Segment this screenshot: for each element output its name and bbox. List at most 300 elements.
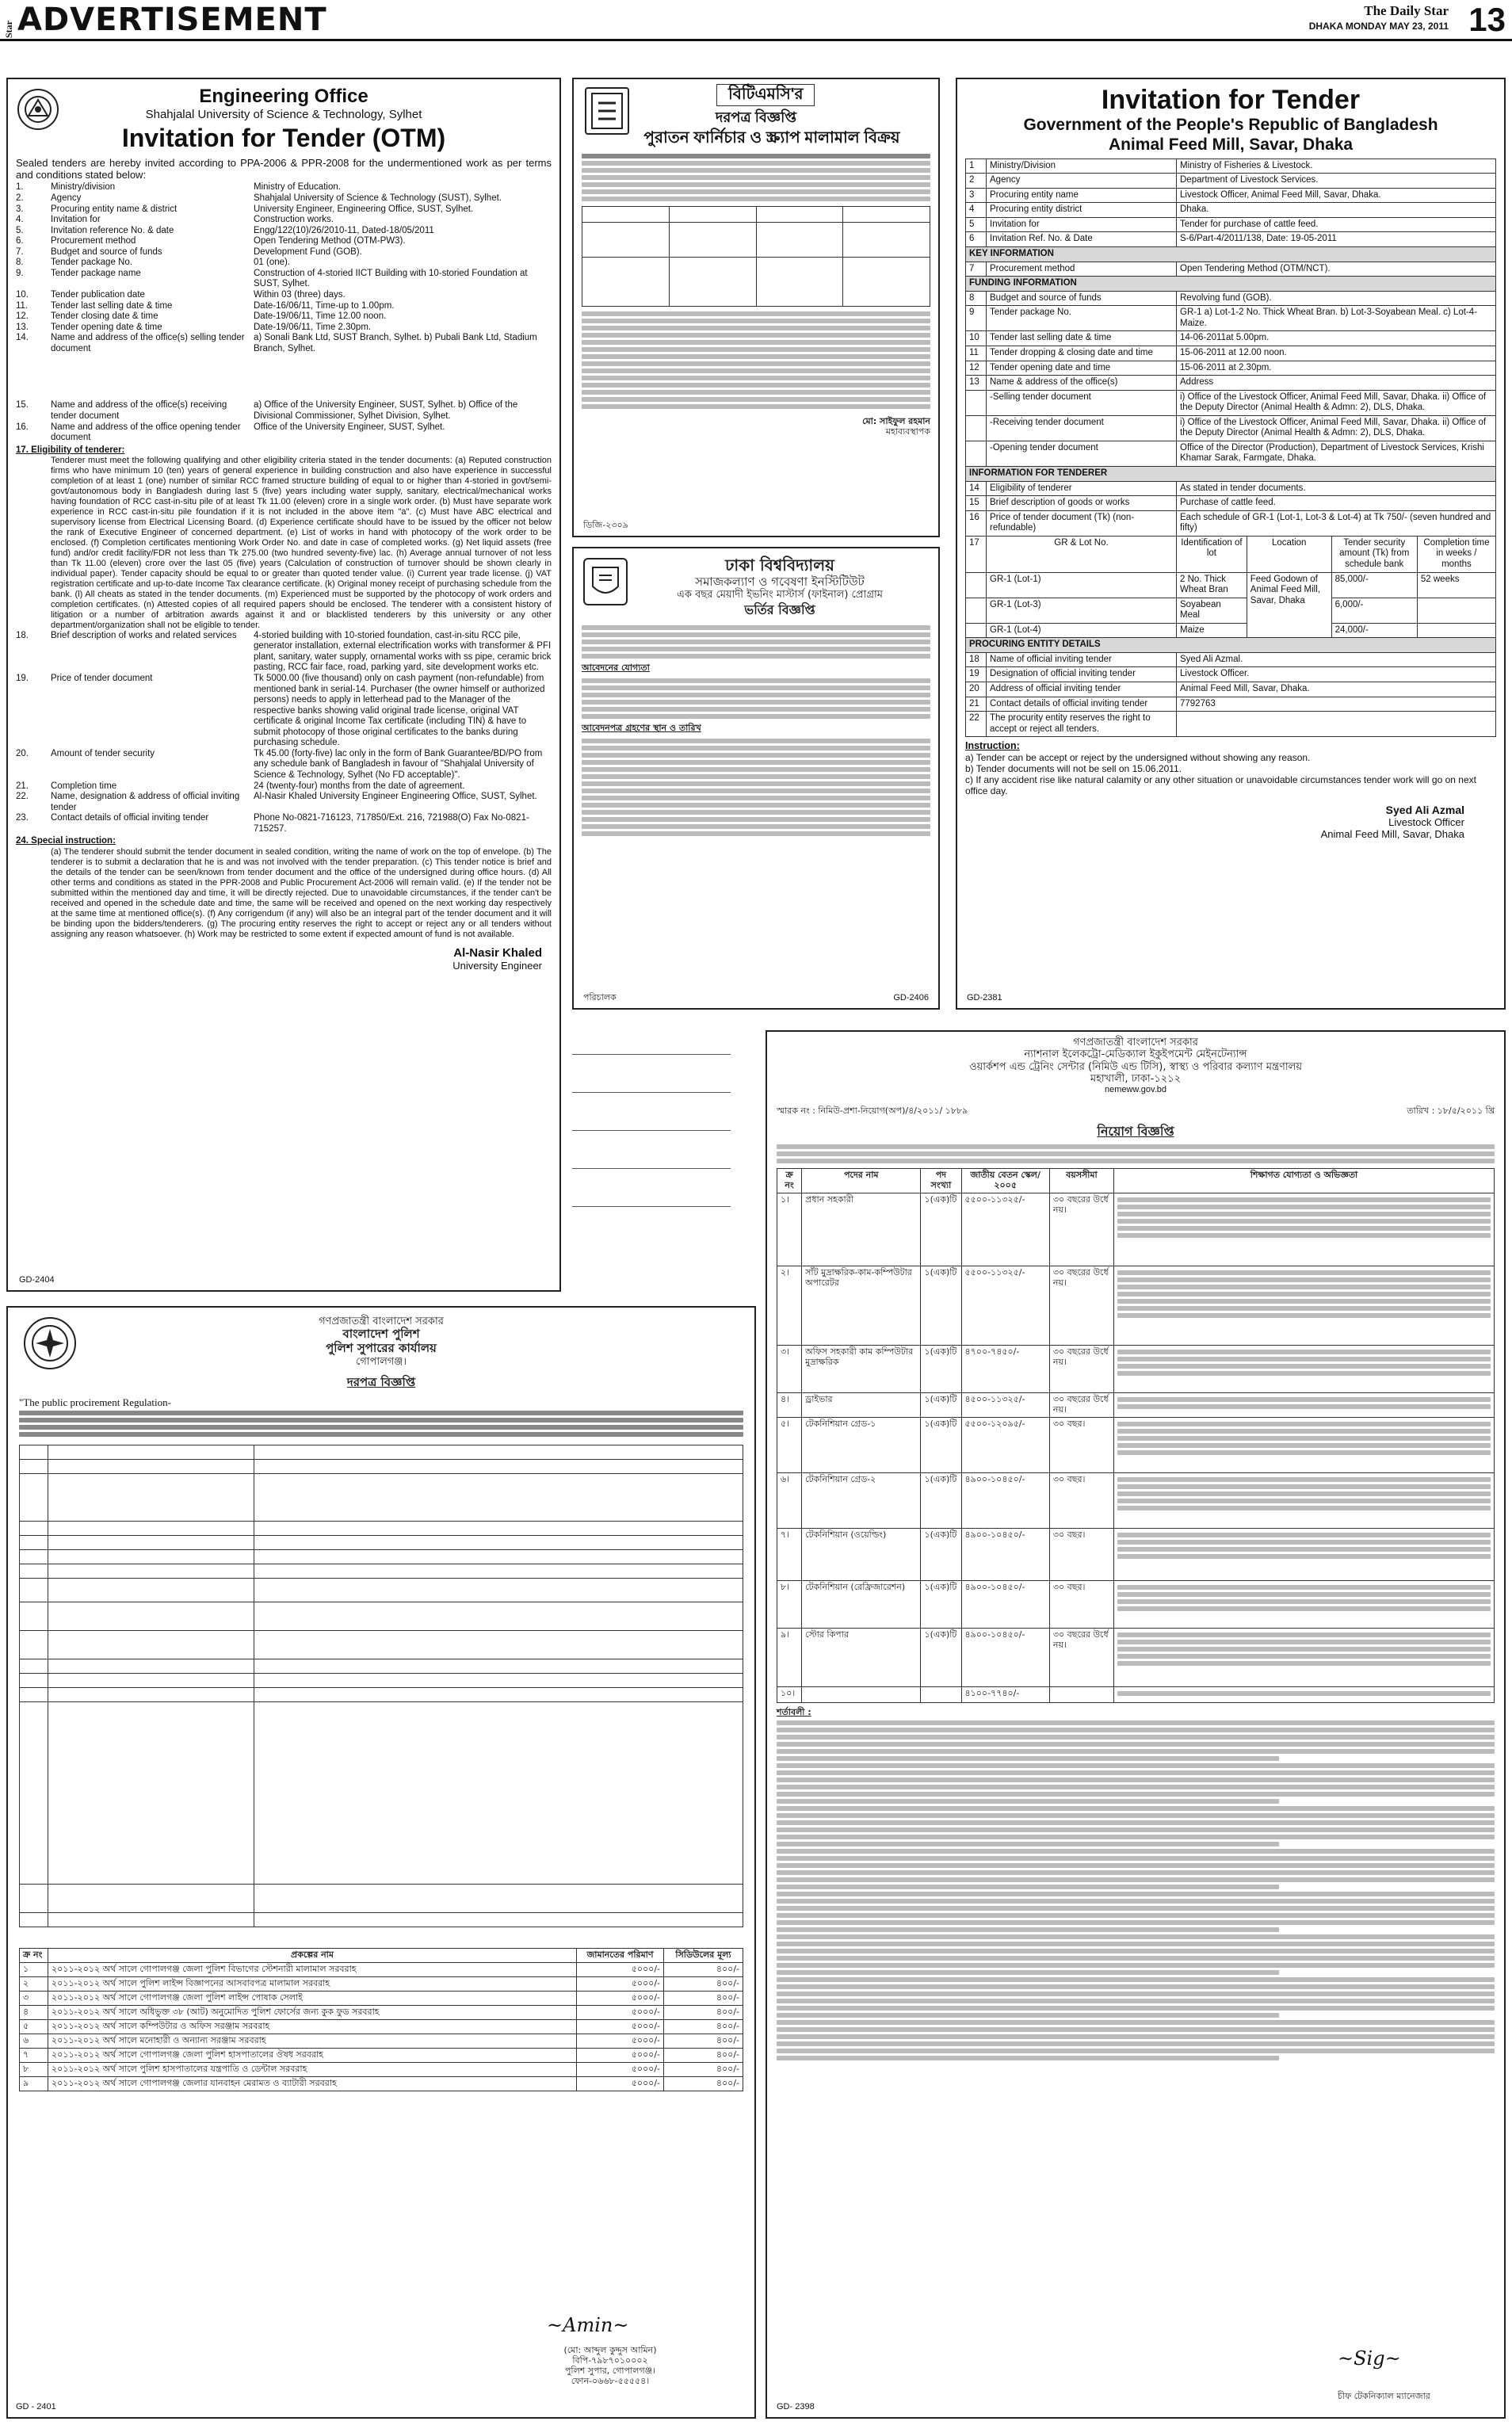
section-row (966, 467, 1496, 482)
cell-label: Invitation for (987, 217, 1177, 232)
post-cell: ২। (777, 1266, 802, 1346)
instruction-item: a) Tender can be accept or reject by the undersigned without showing any reason. (965, 752, 1311, 764)
row-label: Amount of tender security (51, 748, 155, 758)
project-price: ৪০০/- (664, 1991, 743, 2005)
post-cell: ১(এক)টি (921, 1393, 961, 1418)
lot-header: Tender security amount (Tk) from schedule bank (1331, 536, 1417, 572)
detail-row (16, 193, 552, 204)
table-row (966, 376, 1496, 391)
post-cell: টেকনিশিয়ান গ্রেড-১ (802, 1418, 921, 1473)
detail-row (16, 674, 552, 749)
row-label: Name and address of the office opening tender document (51, 422, 241, 443)
row-number: 14. (16, 333, 29, 343)
feed-mill-tender-ad (956, 78, 1506, 1010)
post-cell: টেকনিশিয়ান (রেফ্রিজারেশন) (802, 1581, 921, 1629)
table-row (966, 291, 1496, 306)
detail-row (16, 400, 552, 422)
post-row (777, 1687, 1495, 1703)
posts-col-header: ক্র নং (777, 1169, 802, 1193)
detail-row (16, 301, 552, 312)
rec-date: তারিখ : ১৮/৫/২০১১ খ্রি (1407, 1106, 1495, 1117)
col-security: জামানতের পরিমাণ (577, 1949, 664, 1963)
du-eligibility-heading: আবেদনের যোগ্যতা (582, 663, 650, 674)
cell-value: Open Tendering Method (OTM/NCT). (1177, 262, 1496, 277)
cell-value: Department of Livestock Services. (1177, 174, 1496, 189)
project-price: ৪০০/- (664, 2048, 743, 2062)
cell-label: Invitation Ref. No. & Date (987, 232, 1177, 247)
row-value: Within 03 (three) days. (254, 290, 346, 300)
page-number: 13 (1468, 1, 1506, 38)
cell-number: 14 (966, 481, 987, 496)
table-row (966, 188, 1496, 203)
project-name: ২০১১-২০১২ অর্থ সালে গোপালগঞ্জ জেলা পুলিশ লাইন্স পোষাক সেলাই (48, 1991, 577, 2005)
cell-label: Name & address of the office(s) (987, 376, 1177, 391)
section-row (966, 638, 1496, 653)
btmc-logo (585, 87, 629, 135)
rec-website: nemeww.gov.bd (1104, 1085, 1167, 1095)
posts-col-header: শিক্ষাগত যোগ্যতা ও অভিজ্ঞতা (1114, 1169, 1495, 1193)
post-row (777, 1266, 1495, 1346)
lot-location: Feed Godown of Animal Feed Mill, Savar, Dhaka (1247, 572, 1331, 638)
row-value: Ministry of Education. (254, 182, 341, 193)
cell-number: 2 (966, 174, 987, 189)
detail-row (16, 247, 552, 258)
table-row (966, 510, 1496, 536)
cell-label: Budget and source of funds (987, 291, 1177, 306)
sust-logo (17, 89, 59, 130)
detail-row (16, 631, 552, 674)
du-title: ঢাকা বিশ্ববিদ্যালয় (725, 556, 834, 575)
police-tender-ad (6, 1306, 756, 2419)
post-row (777, 1473, 1495, 1529)
table-row (966, 390, 1496, 415)
row-label: Budget and source of funds (51, 246, 162, 257)
project-price: ৪০০/- (664, 2062, 743, 2076)
cell-number: 3 (966, 188, 987, 203)
rec-posts-table (777, 1168, 1495, 1703)
post-cell: ৩০ বছরের উর্ধে নয়। (1049, 1393, 1113, 1418)
row-label: Ministry/division (51, 182, 116, 193)
project-row (20, 2034, 743, 2048)
post-cell: ১(এক)টি (921, 1581, 961, 1629)
project-name: ২০১১-২০১২ অর্থ সালে পুলিশ হাসপাতালের যন্ত্রপাতি ও ডেন্টাল সরবরাহ (48, 2062, 577, 2076)
newspaper-name: The Daily Star (1364, 3, 1449, 18)
project-security: ৫০০০/- (577, 1976, 664, 1991)
tender-title: Invitation for Tender (OTM) (121, 124, 446, 152)
rec-org: ন্যাশনাল ইলেকট্রো-মেডিক্যাল ইকুইপমেন্ট মেইনটেন্যান্স (1024, 1048, 1247, 1061)
post-qualification (1114, 1629, 1495, 1687)
masthead-mark: Star (3, 21, 14, 38)
post-cell: ১০। (777, 1687, 802, 1703)
post-cell: ১(এক)টি (921, 1193, 961, 1266)
divider (572, 1206, 731, 1207)
project-price: ৪০০/- (664, 2005, 743, 2019)
government-name: Government of the People's Republic of Bangladesh (1023, 116, 1438, 135)
post-cell: ৬। (777, 1473, 802, 1529)
cell-number (966, 572, 987, 598)
police-notice-title: দরপত্র বিজ্ঞপ্তি (346, 1375, 416, 1390)
cell-value: As stated in tender documents. (1177, 481, 1496, 496)
post-cell: ৪৭০০-৭৪৫০/- (961, 1346, 1049, 1393)
project-security: ৫০০০/- (577, 2048, 664, 2062)
cell-label: The procurity entity reserves the right to accept or reject all tenders. (987, 712, 1177, 737)
police-intro-en: "The public procirement Regulation- (19, 1396, 171, 1408)
row-label: Price of tender document (51, 673, 153, 683)
cell-label: Price of tender document (Tk) (non-refundable) (987, 510, 1177, 536)
post-cell: ৪৫০০-১১৩২৫/- (961, 1393, 1049, 1418)
row-value: Construction of 4-storied IICT Building with 10-storied Foundation at SUST, Sylhet. (254, 268, 528, 289)
btmc-ad (572, 78, 940, 537)
post-cell: ৫। (777, 1418, 802, 1473)
posts-col-header: জাতীয় বেতন স্কেল/২০০৫ (961, 1169, 1049, 1193)
post-cell: ৪৯০০-১০৪৫০/- (961, 1629, 1049, 1687)
project-name: ২০১১-২০১২ অর্থ সালে গোপালগঞ্জ জেলা পুলিশ হাসপাতালের ঔষধ সরবরাহ (48, 2048, 577, 2062)
signatory-name: Al-Nasir Khaled (453, 945, 542, 960)
cell-value: GR-1 a) Lot-1-2 No. Thick Wheat Bran. b) Lot-3-Soyabean Meal. c) Lot-4-Maize. (1177, 306, 1496, 331)
post-cell: টেকনিশিয়ান (ওয়েল্ডিং) (802, 1529, 921, 1581)
project-number: ৪ (20, 2005, 48, 2019)
btmc-title: বিটিএমসি'র (716, 84, 815, 106)
posts-header (777, 1169, 1495, 1193)
cell-number: 9 (966, 306, 987, 331)
table-row (966, 331, 1496, 346)
post-cell: ১(এক)টি (921, 1266, 961, 1346)
table-row (966, 712, 1496, 737)
table-row (966, 481, 1496, 496)
cell-label: -Selling tender document (987, 390, 1177, 415)
btmc-terms-text (582, 311, 930, 409)
divider (572, 1092, 731, 1093)
project-price: ৪০০/- (664, 1976, 743, 1991)
post-cell: ৪৯০০-১০৪৫০/- (961, 1581, 1049, 1629)
office-name: Engineering Office (199, 86, 368, 107)
detail-row (16, 749, 552, 781)
post-cell: ৩০ বছরের উর্ধে নয়। (1049, 1266, 1113, 1346)
post-qualification (1114, 1393, 1495, 1418)
row-number: 19. (16, 673, 29, 683)
row-number: 23. (16, 813, 29, 823)
cell-number: 5 (966, 217, 987, 232)
row-number: 9. (16, 268, 24, 278)
rec-terms-heading: শর্তাবলী : (777, 1707, 811, 1717)
row-number: 20. (16, 748, 29, 758)
cell-number: 15 (966, 496, 987, 511)
detail-row (16, 323, 552, 334)
row-value: Date-19/06/11, Time 12.00 noon. (254, 311, 387, 322)
row-value: Office of the University Engineer, SUST, Sylhet. (254, 422, 445, 432)
du-program: এক বছর মেয়াদী ইভনিং মাস্টার্স (ফাইনাল) প্রোগ্রাম (676, 589, 884, 601)
cell-value: Office of the Director (Production), Department of Livestock Services, Krishi Khamar Sarak, Farmgate, Dhaka. (1177, 441, 1496, 466)
du-notice-title: ভর্তির বিজ্ঞপ্তি (744, 601, 815, 617)
btmc-table (582, 206, 930, 307)
police-sig-bp: বিপি-৭৯৮৭০১০০০২ (572, 2354, 648, 2366)
project-number: ৮ (20, 2062, 48, 2076)
project-security: ৫০০০/- (577, 1963, 664, 1977)
police-logo (24, 1317, 76, 1369)
row-value: a) Office of the University Engineer, SUST, Sylhet. b) Office of the Divisional Commissioner, Sylhet Division, Sylhet. (254, 400, 518, 421)
cell-value: Syed Ali Azmal. (1177, 652, 1496, 667)
cell-number: 1 (966, 158, 987, 174)
post-cell: ৪৯০০-১০৪৫০/- (961, 1529, 1049, 1581)
lot-security: 85,000/- (1331, 572, 1417, 598)
project-name: ২০১১-২০১২ অর্থ সালে পুলিশ লাইন্স বিজ্ঞাপনের আসবাবপত্র মালামাল সরবরাহ (48, 1976, 577, 1991)
post-row (777, 1581, 1495, 1629)
row-number: 11. (16, 300, 29, 311)
rec-intro (777, 1144, 1495, 1163)
cell-value: Livestock Officer. (1177, 667, 1496, 682)
lot-row (966, 623, 1496, 638)
eligibility-text: Tenderer must meet the following qualifying and other eligibility criteria stated in the tender documents: (a) Reputed construction firms who have minimum 10 (ten) years of general experience in building construction and also have experience in successful completion of at least 1 (one) number of similar RCC framed structure building of equal to or higher than 4-storied in govt/semi-govt/autonomous body in Bangladesh during last 5 (five) years including water supply, sanitary, electrical/mechanical works having foundation of RCC cast-in-situ pile of at least Tk 11.00 (eleven) crore in a single work order. (b) Must have separate work experience in RCC cast-in-situ pile foundation if it is not included in the above item "a". (c) Must have ABC electrical and supervisory license from Electrical Licensing Board. (d) Experience certificate should have to be issued by the officer not below the rank of Executive Engineer of concerned department. (e) List of works in hand with photocopy of the work order to be enclosed. (f) Completion certificates mentioning Work Order No. and date in case of completed works. (g) Net liquid assets (free fund) and/or credit facility/FDR not less than Tk 275.00 (two hundred seventy-five) lac. (h) Average annual turnover of not less than Tk 11.00 (eleven) crore over the last 05 (five) years (Calculation of construction of turnover should be shown clearly in individual paper). Tender capacity should be equal to or greater than quoted tender value. (i) Current year trade license. (j) VAT registration certificate and up-to-date Income Tax clearance certificate. (k) Original money receipt of purchasing schedule from the bank. (l) All cheats as stated in the tender documents. (m) Experienced must be supported by the photocopy of work orders and completion certificates. (n) Attested copies of all required papers should be enclosed. The tenderer with a consistent history of litigation or a number of arbitration awards against it and or blacklisted tenderers by this university or any other department/organization shall not be eligible to tender. (51, 456, 552, 630)
post-qualification (1114, 1529, 1495, 1581)
post-cell: ৩০ বছরের উর্ধে নয়। (1049, 1193, 1113, 1266)
instruction-list (965, 752, 1496, 797)
detail-row (16, 258, 552, 269)
col-project: প্রকল্পের নাম (48, 1949, 577, 1963)
cell-label: Contact details of official inviting tender (987, 697, 1177, 712)
cell-value: Purchase of cattle feed. (1177, 496, 1496, 511)
row-value: 24 (twenty-four) months from the date of agreement. (254, 781, 465, 791)
row-value: Tk 5000.00 (five thousand) only on cash payment (non-refundable) from mentioned bank in serial-14. Purchaser (the owner himself or authorized persons) needs to apply in letterhead pad to the Manager of the respective banks showing valid original trade license, original VAT certificate & original Income Tax certificate (including TIN) & have to submit photocopy of those original certificates to the banks during purchasing schedule. (254, 673, 545, 748)
cell-number (966, 415, 987, 441)
detail-row (16, 269, 552, 290)
cell-value: 15-06-2011 at 2.30pm. (1177, 361, 1496, 376)
lot-header: Completion time in weeks / months (1417, 536, 1495, 572)
cell-number: 11 (966, 346, 987, 361)
police-intro (19, 1396, 743, 1408)
post-row (777, 1393, 1495, 1418)
detail-row (16, 781, 552, 792)
lot-identification: 2 No. Thick Wheat Bran (1177, 572, 1247, 598)
row-value: 01 (one). (254, 258, 291, 268)
cell-number: 10 (966, 331, 987, 346)
post-row (777, 1629, 1495, 1687)
row-label: Tender package name (51, 268, 141, 278)
cell-number: 18 (966, 652, 987, 667)
project-number: ৭ (20, 2048, 48, 2062)
row-number: 21. (16, 781, 29, 791)
lot-completion (1417, 623, 1495, 638)
row-label: Procuring entity name & district (51, 204, 178, 214)
rec-title: নিয়োগ বিজ্ঞপ্তি (1097, 1124, 1174, 1140)
project-price: ৪০০/- (664, 1963, 743, 1977)
section-heading: PROCURING ENTITY DETAILS (966, 638, 1496, 653)
project-name: ২০১১-২০১২ অর্থ সালে মনোহারী ও অন্যান্য সরঞ্জাম সরবরাহ (48, 2034, 577, 2048)
special-instruction-text: (a) The tenderer should submit the tender document in sealed condition, writing the name of work on the top of envelope. (b) The tenderer is to submit a declaration that he is and was not involved with the tender preparation. (c) This tender notice is brief and the details of the tender can be seen/known from tender document and the office of the undersigned during office hours. (d) All other terms and conditions as stated in the PPR-2008 and Public Procurement Act-2006 will remain valid. (e) If the tender not be submitted within the mentioned day and time, it will be directly rejected. Due to unavoidable circumstances, if the tender can't be received and opened in the schedule date and time, the same will be received and opened on the next working day respectively at the same time at mentioned office(s). (f) Any corrigendum (if any) will also be an integral part of the tender document and it will be binding upon the bidders/tenderers. (g) The procuring entity reserves the right to accept or reject any or all tenders without assigning any reason whatsoever. (h) Work may be restricted to some extent if expected amount of fund is not available. (51, 846, 552, 939)
cell-value: 14-06-2011at 5.00pm. (1177, 331, 1496, 346)
rec-org-2: ওয়ার্কশপ এন্ড ট্রেনিং সেন্টার (নিমিউ এন্ড টিসি), স্বাস্থ্য ও পরিবার কল্যাণ মন্ত্রণালয় (969, 1060, 1302, 1073)
lot-number: GR-1 (Lot-3) (987, 598, 1177, 623)
btmc-subtitle: দরপত্র বিজ্ঞপ্তি (715, 109, 797, 125)
cell-number: 22 (966, 712, 987, 737)
detail-row (16, 813, 552, 834)
detail-row (16, 422, 552, 444)
feed-mill-signatory-title: Livestock Officer (1388, 816, 1464, 829)
cell-number: 13 (966, 376, 987, 391)
project-number: ৩ (20, 1991, 48, 2005)
post-cell: সাঁট মুদ্রাক্ষরিক-কাম-কম্পিউটার অপারেটর (802, 1266, 921, 1346)
cell-label: Eligibility of tenderer (987, 481, 1177, 496)
row-value: Shahjalal University of Science & Technology (SUST), Sylhet. (254, 193, 502, 203)
table-row (966, 203, 1496, 218)
police-signature: ~Amin~ (547, 2314, 629, 2336)
row-number: 4. (16, 215, 24, 225)
post-cell (802, 1687, 921, 1703)
detail-row (16, 333, 552, 354)
divider (572, 1054, 731, 1055)
row-label: Brief description of works and related services (51, 630, 237, 640)
row-value: Engg/122(10)/26/2010-11, Dated-18/05/2011 (254, 225, 434, 235)
post-cell: ৩০ বছর। (1049, 1473, 1113, 1529)
project-number: ৯ (20, 2076, 48, 2091)
rec-code: GD- 2398 (777, 2402, 815, 2412)
post-row (777, 1529, 1495, 1581)
project-number: ৬ (20, 2034, 48, 2048)
cell-label: -Opening tender document (987, 441, 1177, 466)
row-value: Open Tendering Method (OTM-PW3). (254, 236, 406, 246)
project-number: ২ (20, 1976, 48, 1991)
lot-number: GR-1 (Lot-1) (987, 572, 1177, 598)
row-label: Tender publication date (51, 290, 145, 300)
cell-label: Agency (987, 174, 1177, 189)
lot-identification: Maize (1177, 623, 1247, 638)
rec-signature: ~Sig~ (1338, 2347, 1401, 2370)
section-heading: KEY INFORMATION (966, 247, 1496, 262)
post-row (777, 1418, 1495, 1473)
row-value: Date-19/06/11, Time 2.30pm. (254, 322, 372, 332)
lot-header: Identification of lot (1177, 536, 1247, 572)
project-security: ৫০০০/- (577, 2005, 664, 2019)
lot-header: Location (1247, 536, 1331, 572)
project-row (20, 2019, 743, 2034)
detail-row (16, 290, 552, 301)
post-cell: প্রধান সহকারী (802, 1193, 921, 1266)
lot-number: GR-1 (Lot-4) (987, 623, 1177, 638)
instruction-item: b) Tender documents will not be sell on 15.06.2011. (965, 763, 1182, 775)
cell-number (966, 598, 987, 623)
row-label: Name and address of the office(s) selling tender document (51, 333, 245, 353)
detail-row (16, 226, 552, 237)
row-label: Name and address of the office(s) receiving tender document (51, 400, 227, 421)
post-cell: ৩০ বছরের উর্ধে নয়। (1049, 1629, 1113, 1687)
row-label: Tender last selling date & time (51, 300, 173, 311)
cell-number: 8 (966, 291, 987, 306)
table-row (966, 697, 1496, 712)
post-cell: অফিস সহকারী কাম কম্পিউটার মুদ্রাক্ষরিক (802, 1346, 921, 1393)
project-price: ৪০০/- (664, 2034, 743, 2048)
project-row (20, 2048, 743, 2062)
post-qualification (1114, 1346, 1495, 1393)
row-value: Tk 45.00 (forty-five) lac only in the form of Bank Guarantee/BD/PO from any schedule bank of Bangladesh in favour of "Shahjalal University of Science & Technology, Sylhet (No FD acceptable)". (254, 748, 543, 780)
police-signatory-block (515, 2346, 705, 2387)
posts-col-header: পদ সংখ্যা (921, 1169, 961, 1193)
row-number: 1. (16, 182, 24, 193)
cell-label: -Receiving tender document (987, 415, 1177, 441)
project-security: ৫০০০/- (577, 2019, 664, 2034)
btmc-signatory-title: মহাব্যবস্থাপক (885, 426, 930, 437)
post-cell: ৪৯০০-১০৪৫০/- (961, 1473, 1049, 1529)
du-application-text (582, 739, 930, 836)
row-number: 22. (16, 792, 29, 802)
table-row (966, 652, 1496, 667)
instruction-item: c) If any accident rise like natural calamity or any other situation or unavoidable circumstances tender work will go on next office day. (965, 774, 1476, 797)
police-org: বাংলাদেশ পুলিশ (342, 1327, 420, 1342)
section-row (966, 247, 1496, 262)
post-row (777, 1346, 1495, 1393)
project-name: ২০১১-২০১২ অর্থ সালে অধিভুক্ত ৩৮ (আট) অনুমোদিত পুলিশ ফোর্সের জন্য কুক ফুড সরবরাহ (48, 2005, 577, 2019)
cell-label: Tender dropping & closing date and time (987, 346, 1177, 361)
table-row (966, 346, 1496, 361)
agency-name: Animal Feed Mill, Savar, Dhaka (1108, 135, 1354, 154)
police-office: পুলিশ সুপারের কার্যালয় (326, 1341, 437, 1356)
row-label: Tender opening date & time (51, 322, 162, 332)
cell-value (1177, 712, 1496, 737)
lot-security: 24,000/- (1331, 623, 1417, 638)
post-cell: ৫৫০০-১১৩২৫/- (961, 1193, 1049, 1266)
sust-tender-ad (6, 78, 561, 1292)
cell-label: Name of official inviting tender (987, 652, 1177, 667)
project-name: ২০১১-২০১২ অর্থ সালে গোপালগঞ্জ জেলার যানবাহন মেরামত ও ব্যাটারী সরবরাহ (48, 2076, 577, 2091)
post-cell: ১(এক)টি (921, 1346, 961, 1393)
table-row (966, 174, 1496, 189)
lot-identification: Soyabean Meal (1177, 598, 1247, 623)
lot-header: GR & Lot No. (987, 536, 1177, 572)
row-number: 15. (16, 400, 29, 411)
intro-text: Sealed tenders are hereby invited according to PPA-2006 & PPR-2008 for the undermentioned work as per terms and conditions stated below: (16, 156, 552, 181)
post-cell: ৩০ বছর। (1049, 1581, 1113, 1629)
issue-date: DHAKA MONDAY MAY 23, 2011 (1308, 21, 1449, 32)
page-header (0, 0, 1512, 41)
lot-security: 6,000/- (1331, 598, 1417, 623)
row-label: Invitation reference No. & date (51, 225, 174, 235)
cell-label: Tender last selling date & time (987, 331, 1177, 346)
tender-details (16, 182, 552, 354)
post-cell: ৪১০০-৭৭৪০/- (961, 1687, 1049, 1703)
cell-label: Ministry/Division (987, 158, 1177, 174)
cell-value: Address (1177, 376, 1496, 391)
project-row (20, 1963, 743, 1977)
cell-number: 7 (966, 262, 987, 277)
cell-value: S-6/Part-4/2011/138, Date: 19-05-2011 (1177, 232, 1496, 247)
table-row (966, 217, 1496, 232)
btmc-code: ডিজি-২৩০৯ (583, 520, 628, 531)
btmc-headline: পুরাতন ফার্নিচার ও স্ক্র্যাপ মালামাল বিক্রয় (643, 128, 900, 147)
post-cell: ৩০ বছর। (1049, 1529, 1113, 1581)
detail-row (16, 311, 552, 323)
lot-row (966, 598, 1496, 623)
cell-label: Procuring entity name (987, 188, 1177, 203)
row-value: Development Fund (GOB). (254, 246, 362, 257)
col-price: সিডিউলের মূল্য (664, 1949, 743, 1963)
row-label: Tender package No. (51, 258, 132, 268)
post-cell (921, 1687, 961, 1703)
row-value: Phone No-0821-716123, 717850/Ext. 216, 721988(O) Fax No-0821-715257. (254, 813, 529, 834)
du-admission-ad (572, 547, 940, 1010)
instruction-heading: Instruction: (965, 740, 1020, 752)
police-gov: গণপ্রজাতন্ত্রী বাংলাদেশ সরকার (319, 1316, 444, 1327)
project-price: ৪০০/- (664, 2076, 743, 2091)
cell-label: Address of official inviting tender (987, 682, 1177, 697)
cell-number: 4 (966, 203, 987, 218)
post-cell: ড্রাইভার (802, 1393, 921, 1418)
row-number: 18. (16, 630, 29, 640)
project-number: ৫ (20, 2019, 48, 2034)
row-label: Procurement method (51, 236, 136, 246)
ad-code: GD-2404 (19, 1275, 55, 1285)
post-cell: ৪। (777, 1393, 802, 1418)
project-row (20, 2005, 743, 2019)
project-security: ৫০০০/- (577, 1991, 664, 2005)
post-cell: ৮। (777, 1581, 802, 1629)
